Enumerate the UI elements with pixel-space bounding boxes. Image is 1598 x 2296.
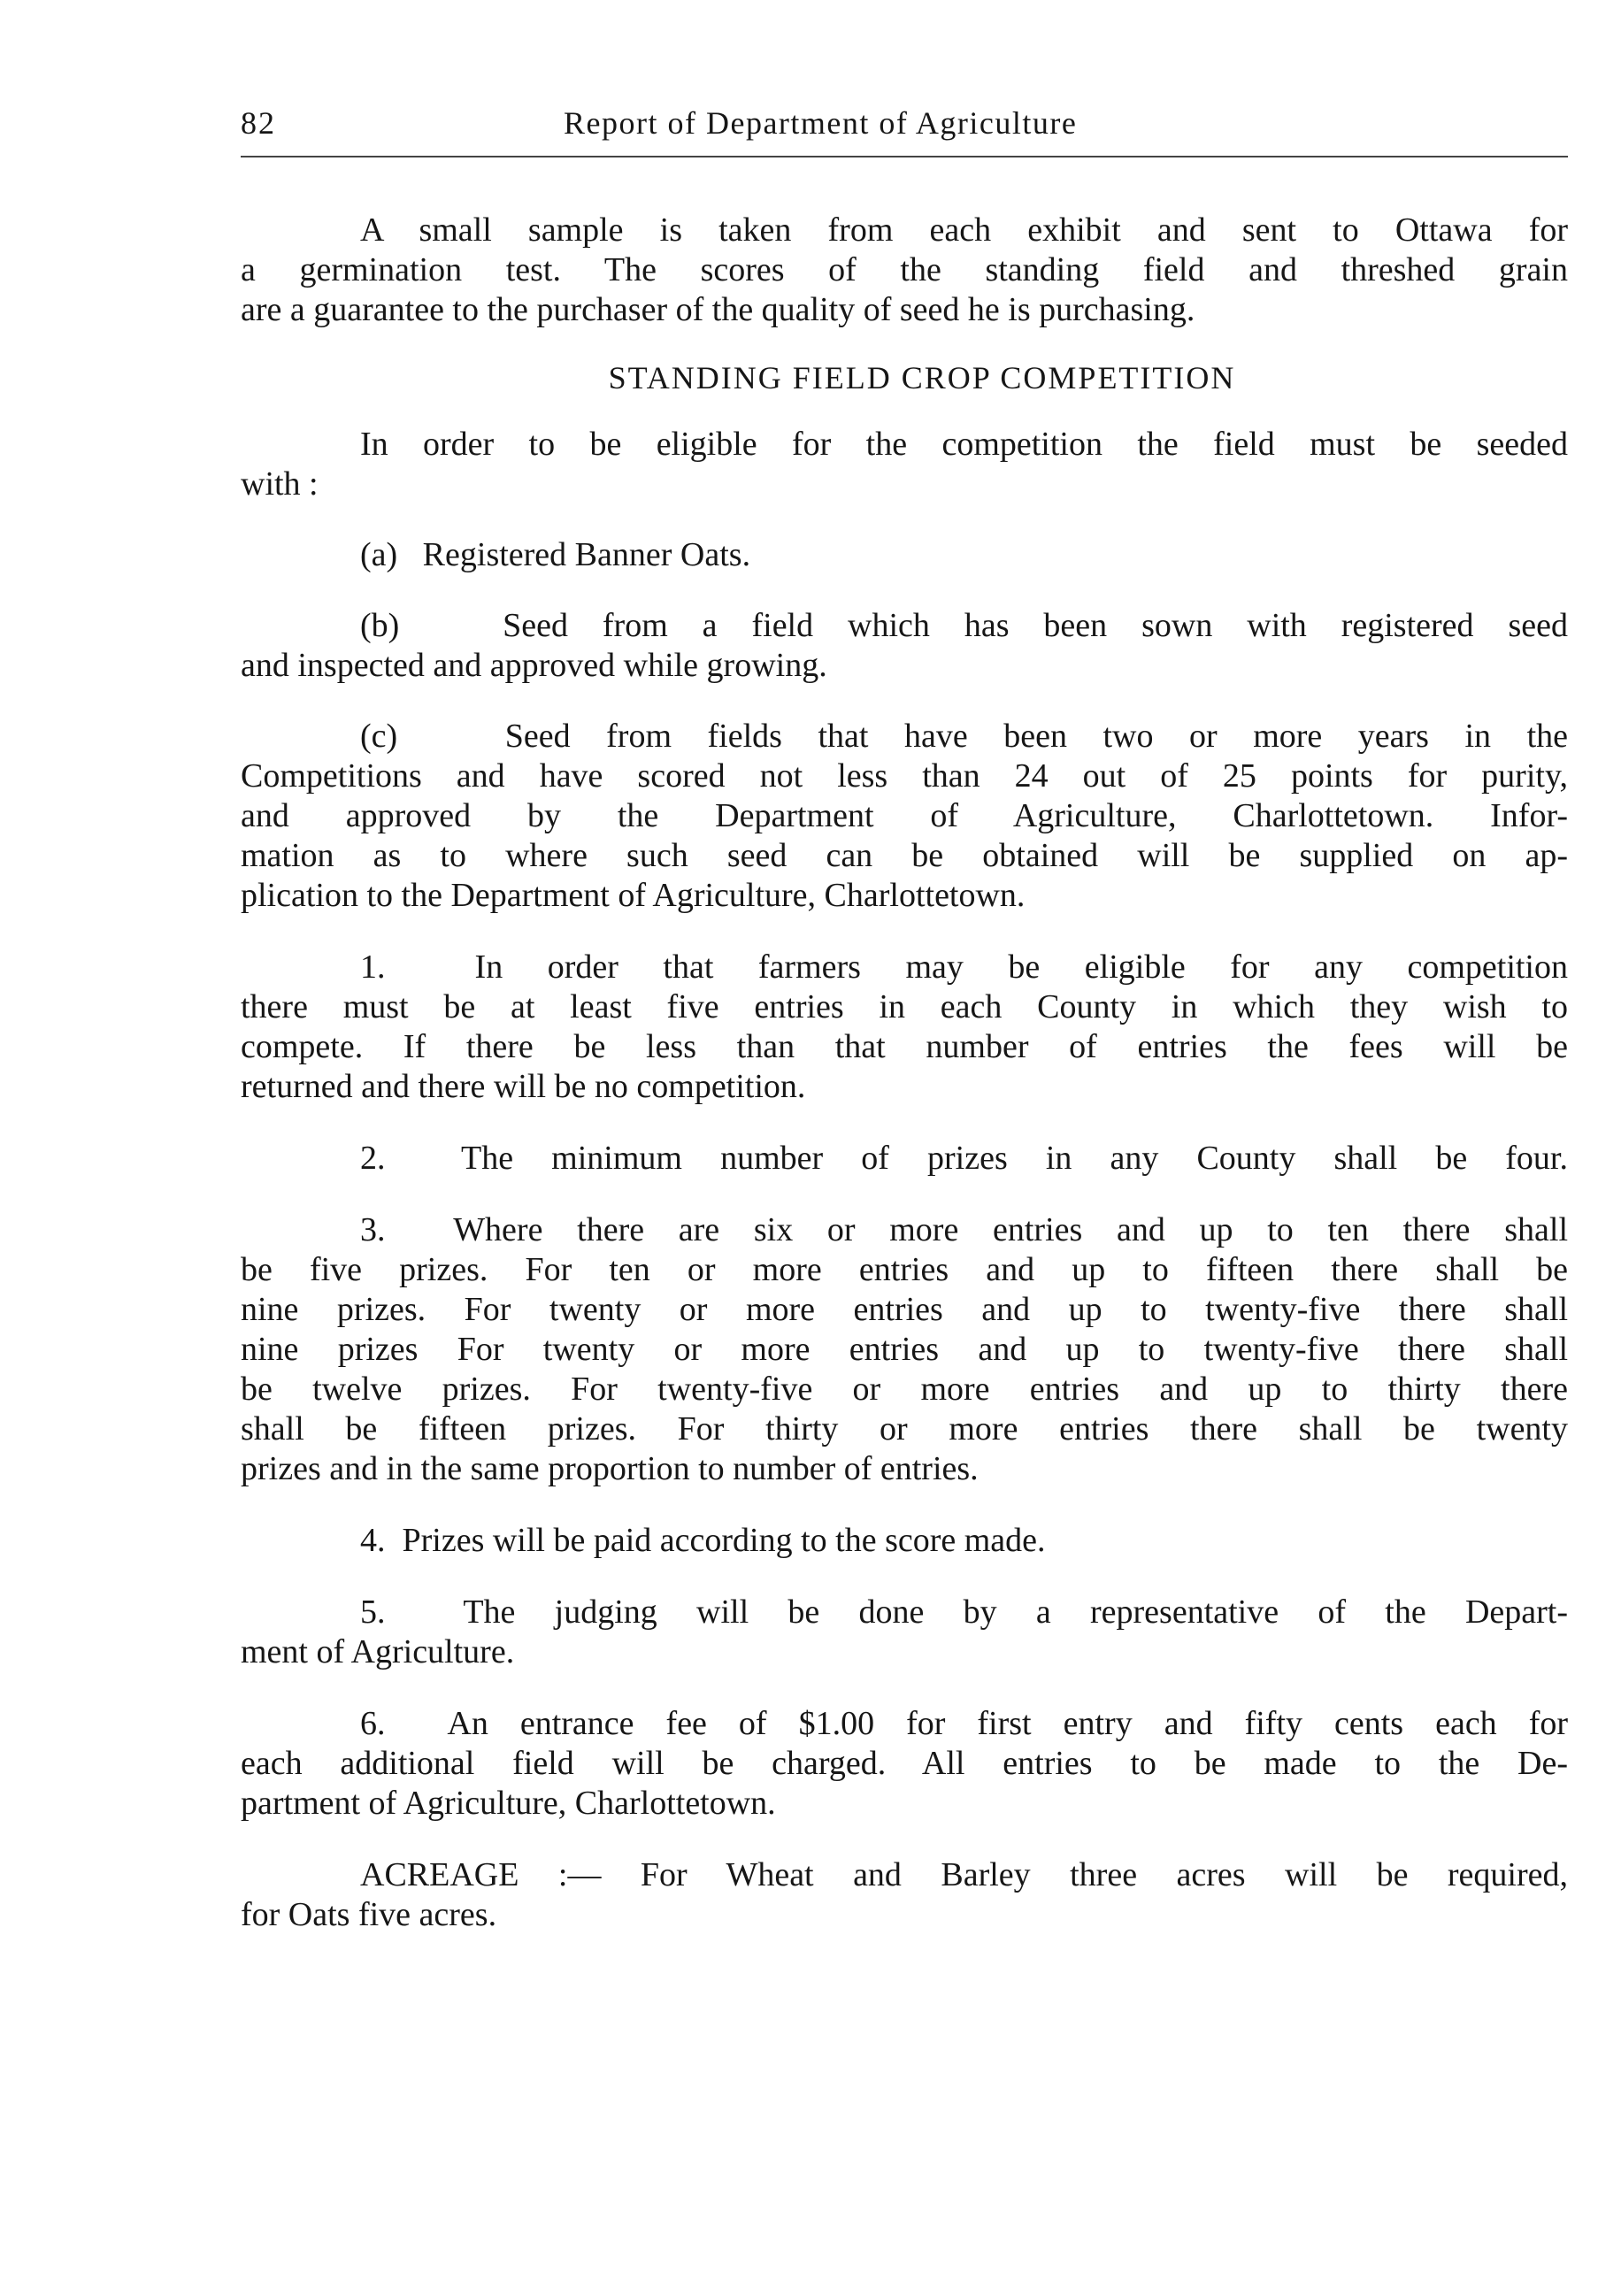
text-line: compete. If there be less than that number of entries the fees will be (241, 1028, 1568, 1065)
text-line: A small sample is taken from each exhibit and sent to Ottawa for (360, 211, 1568, 249)
rule-1 (241, 948, 1568, 1107)
rule-2 (241, 1139, 1568, 1179)
text-line: are a guarantee to the purchaser of the quality of seed he is purchasing. (241, 291, 1195, 328)
intro-paragraph (241, 211, 1568, 330)
text-line: ment of Agriculture. (241, 1633, 515, 1670)
text-line: be twelve prizes. For twenty-five or more entries and up to thirty there (241, 1371, 1568, 1408)
text-line: a germination test. The scores of the standing field and threshed grain (241, 251, 1568, 288)
running-title: Report of Department of Agriculture (564, 105, 1078, 141)
acreage-paragraph (241, 1855, 1568, 1935)
text-line: 4. Prizes will be paid according to the score made. (360, 1522, 1046, 1559)
text-line: 6. An entrance fee of $1.00 for first entry and fifty cents each for (360, 1705, 1568, 1742)
text-line: plication to the Department of Agriculture, Charlottetown. (241, 877, 1026, 914)
text-line: 1. In order that farmers may be eligible for any competition (360, 948, 1568, 986)
rule-3 (241, 1210, 1568, 1489)
text-line: shall be fifteen prizes. For thirty or more entries there shall be twenty (241, 1410, 1568, 1447)
rule-4 (241, 1521, 1568, 1561)
text-line: partment of Agriculture, Charlottetown. (241, 1785, 776, 1822)
text-line: with : (241, 465, 319, 503)
item-a (241, 535, 1568, 575)
text-line: (a) Registered Banner Oats. (360, 536, 751, 573)
item-c (241, 717, 1568, 916)
text-line: (b) Seed from a field which has been sown with registered seed (360, 607, 1568, 644)
text-line: ACREAGE :— For Wheat and Barley three acres will be required, (360, 1856, 1568, 1893)
text-line: In order to be eligible for the competition the field must be seeded (360, 426, 1568, 463)
text-line: (c) Seed from fields that have been two or more years in the (360, 718, 1568, 755)
item-b (241, 606, 1568, 686)
text-line: 2. The minimum number of prizes in any County shall be four. (360, 1140, 1568, 1177)
text-line: be five prizes. For ten or more entries and up to fifteen there shall be (241, 1251, 1568, 1288)
text-line: and inspected and approved while growing. (241, 647, 827, 684)
text-line: and approved by the Department of Agriculture, Charlottetown. Infor- (241, 797, 1568, 834)
text-line: 3. Where there are six or more entries and up to ten there shall (360, 1211, 1568, 1248)
text-line: Competitions and have scored not less than 24 out of 25 points for purity, (241, 757, 1568, 795)
text-line: prizes and in the same proportion to number of entries. (241, 1450, 979, 1487)
eligibility-paragraph (241, 425, 1568, 504)
page-body (241, 211, 1568, 1935)
page-header (241, 104, 1568, 147)
text-line: returned and there will be no competition. (241, 1068, 806, 1105)
text-line: each additional field will be charged. All entries to be made to the De- (241, 1745, 1568, 1782)
header-rule (241, 156, 1568, 157)
rule-5 (241, 1593, 1568, 1672)
section-heading: STANDING FIELD CROP COMPETITION (608, 360, 1236, 395)
page-number: 82 (241, 105, 276, 141)
text-line: nine prizes. For twenty or more entries and up to twenty-five there shall (241, 1291, 1568, 1328)
text-line: for Oats five acres. (241, 1896, 497, 1933)
rule-6 (241, 1704, 1568, 1824)
text-line: mation as to where such seed can be obtained will be supplied on ap- (241, 837, 1568, 874)
text-line: there must be at least five entries in each County in which they wish to (241, 988, 1568, 1025)
text-line: 5. The judging will be done by a representative of the Depart- (360, 1593, 1568, 1631)
text-line: nine prizes For twenty or more entries and up to twenty-five there shall (241, 1331, 1568, 1368)
